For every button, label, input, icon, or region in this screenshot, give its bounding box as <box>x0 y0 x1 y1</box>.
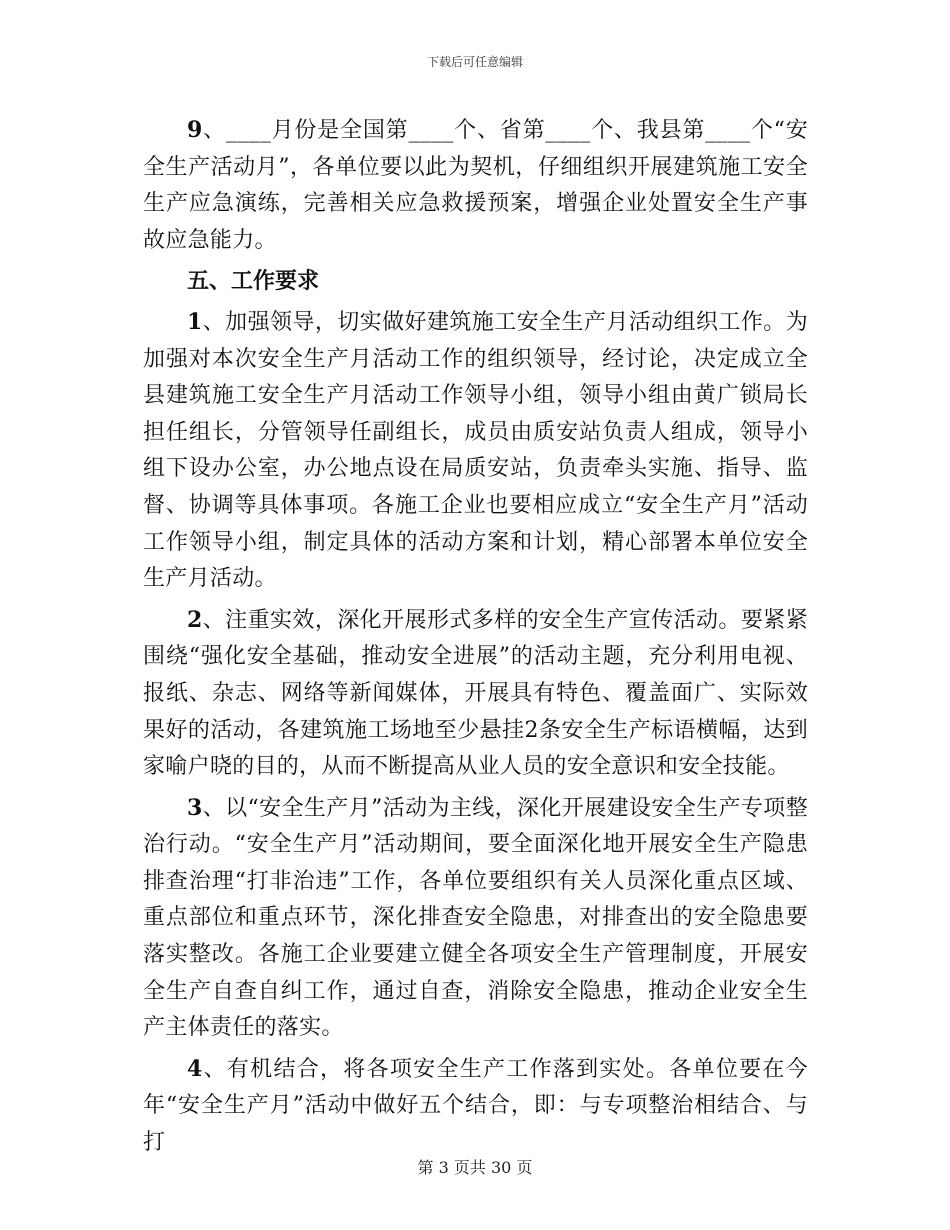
paragraph-requirement-3 <box>143 790 808 1047</box>
paragraph-text: 、注重实效，深化开展形式多样的安全生产宣传活动。要紧紧围绕“强化安全基础，推动安全进展”的活动主题，充分利用电视、报纸、杂志、网络等新闻媒体，开展具有特色、覆盖面广、实际效果好的活动，各建筑施工场地至少悬挂2条安全生产标语横幅，达到家喻户晓的目的，从而不断提高从业人员的安全意识和安全技能。 <box>143 607 808 780</box>
page-footer: 第 3 页共 30 页 <box>417 1158 533 1177</box>
paragraph-requirement-1 <box>143 304 808 598</box>
document-body <box>143 112 808 1166</box>
paragraph-text: 、____月份是全国第____个、省第____个、我县第____个“安全生产活动月”，各单位要以此为契机，仔细组织开展建筑施工安全生产应急演练，完善相关应急救援预案，增强企业处置安全生产事故应急能力。 <box>143 118 808 253</box>
item-number: 4 <box>187 1055 203 1082</box>
item-number: 2 <box>187 606 203 633</box>
paragraph-text: 、以“安全生产月”活动为主线，深化开展建设安全生产专项整治行动。“安全生产月”活动期间，要全面深化地开展安全生产隐患排查治理“打非治违”工作，各单位要组织有关人员深化重点区域、重点部位和重点环节，深化排查安全隐患，对排查出的安全隐患要落实整改。各施工企业要建立健全各项安全生产管理制度，开展安全生产自查自纠工作，通过自查，消除安全隐患，推动企业安全生产主体责任的落实。 <box>143 795 808 1041</box>
item-number: 9 <box>187 117 203 143</box>
page-header: 下载后可任意编辑 <box>426 55 523 69</box>
paragraph-text: 、加强领导，切实做好建筑施工安全生产月活动组织工作。为加强对本次安全生产月活动工作的组织领导，经讨论，决定成立全县建筑施工安全生产月活动工作领导小组，领导小组由黄广锁局长担任组长，分管领导任副组长，成员由质安站负责人组成，领导小组下设办公室，办公地点设在局质安站，负责牵头实施、指导、监督、协调等具体事项。各施工企业也要相应成立“安全生产月”活动工作领导小组，制定具体的活动方案和计划，精心部署本单位安全生产月活动。 <box>143 309 808 592</box>
paragraph-requirement-4 <box>143 1051 808 1162</box>
item-number: 1 <box>187 308 203 335</box>
item-number: 3 <box>187 794 203 821</box>
paragraph-text: 、有机结合，将各项安全生产工作落到实处。各单位要在今年“安全生产月”活动中做好五个结合，即：与专项整治相结合、与打 <box>143 1056 808 1156</box>
paragraph-requirement-2 <box>143 602 808 786</box>
paragraph-item-9 <box>143 112 808 259</box>
section-heading: 五、工作要求 <box>187 268 320 295</box>
